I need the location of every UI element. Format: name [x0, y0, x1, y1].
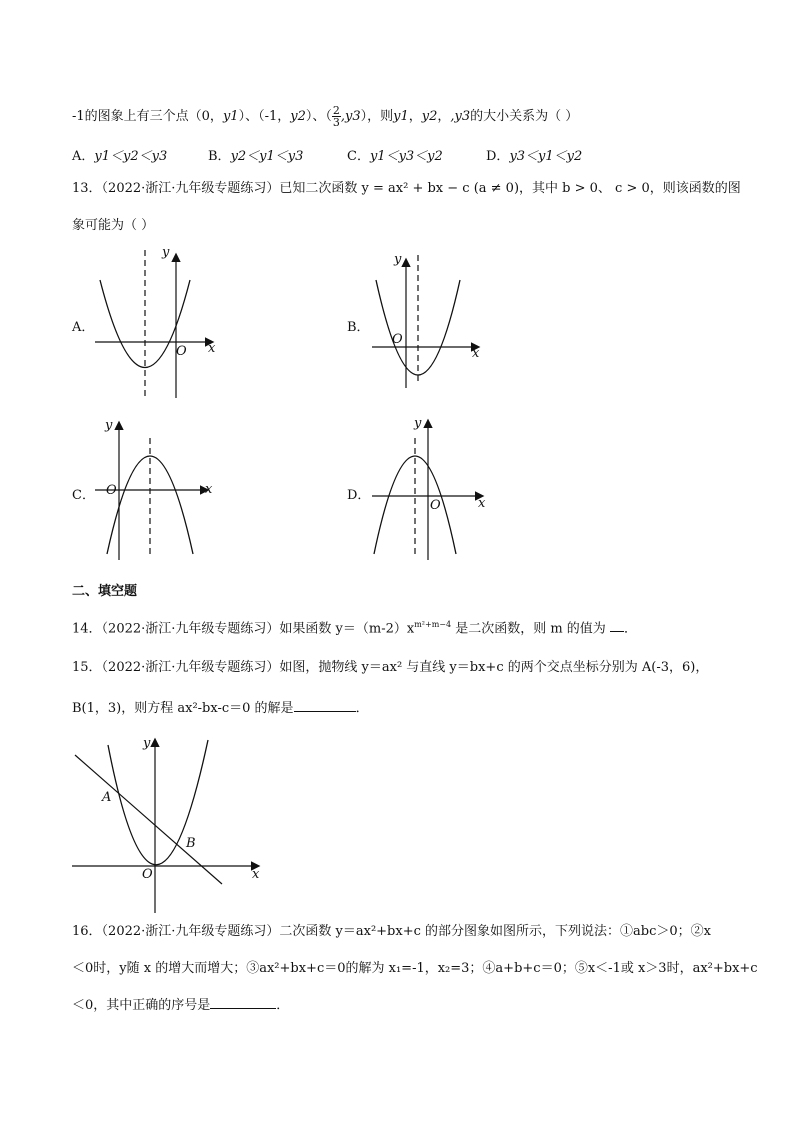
- origin-label: O: [142, 867, 153, 882]
- q14-answer-blank[interactable]: [610, 631, 624, 632]
- section-heading-fill-in: 二、填空题: [72, 584, 138, 599]
- q15-stem-line2: [72, 700, 369, 718]
- q14-stem: [72, 616, 637, 638]
- y-label: y: [162, 245, 170, 260]
- q12-stem-text: -1的图象上有三个点（0，: [72, 109, 223, 124]
- q14-text-b: 是二次函数，则 m 的值为: [451, 621, 606, 637]
- q13-figure-a-label: A．: [72, 320, 95, 335]
- q13-figure-d: [370, 418, 510, 568]
- q12-y1-ref: y1: [393, 109, 409, 124]
- q12-stem-b: ），则: [360, 109, 394, 124]
- option-label: C．: [347, 149, 370, 164]
- q13-figure-c-label: C．: [72, 488, 95, 503]
- origin-label: O: [176, 344, 187, 359]
- q12-y2-ref: y2: [421, 109, 438, 124]
- q12-stem: [72, 105, 578, 128]
- q16-text-b: ．: [276, 998, 290, 1013]
- x-label: x: [252, 867, 260, 882]
- q12-stem-e: 的大小关系为（ ）: [470, 109, 579, 124]
- q12-y3-ref: ,y3: [450, 109, 471, 124]
- q15-stem-line1: 15．（2022·浙江·九年级专题练习）如图，抛物线 y＝ax² 与直线 y＝bx+c 的两个交点坐标分别为 A(-3，6)，: [72, 660, 709, 675]
- q16-stem-line2: ＜0时，y随 x 的增大而增大；③ax²+bx+c＝0的解为 x₁=-1，x₂=3；④a+b+c＝0；⑤x＜-1或 x＞3时，ax²+bx+c: [72, 961, 758, 976]
- q12-stem-d: ，: [437, 109, 451, 124]
- q15-answer-blank[interactable]: [294, 711, 356, 712]
- q15-figure: [70, 735, 270, 915]
- origin-label: O: [430, 498, 441, 513]
- point-b-label: B: [186, 836, 196, 851]
- option-label: D．: [486, 149, 510, 164]
- origin-label: O: [106, 483, 117, 498]
- y-label: y: [105, 418, 113, 433]
- q12-stem-c: ，: [408, 109, 422, 124]
- q13-stem-line2: 象可能为（ ）: [72, 218, 155, 233]
- q12-option-d: [486, 145, 582, 164]
- q14-exponent: m²+m−4: [414, 620, 452, 629]
- q16-answer-blank[interactable]: [210, 1008, 276, 1009]
- q12-sep2: ）、（: [305, 109, 332, 124]
- q12-fraction: [332, 105, 341, 128]
- q12-frac-den: 3: [332, 116, 340, 129]
- q12-option-c: [347, 145, 443, 164]
- q12-frac-num: 2: [332, 104, 340, 117]
- option-text: y2＜y1＜y3: [230, 149, 304, 164]
- q12-y2: y2: [290, 109, 306, 124]
- q15-text-a: B(1，3)，则方程 ax²-bx-c＝0 的解是: [72, 701, 294, 716]
- q14-text-a: 14．（2022·浙江·九年级专题练习）如果函数 y＝（m-2）x: [72, 621, 415, 637]
- option-text: y1＜y2＜y3: [94, 149, 168, 164]
- q16-text-a: ＜0，其中正确的序号是: [72, 998, 211, 1013]
- option-label: B．: [208, 149, 231, 164]
- option-text: y1＜y3＜y2: [369, 149, 443, 164]
- x-label: x: [205, 482, 213, 497]
- q13-figure-b: [368, 250, 508, 390]
- x-label: x: [208, 341, 216, 356]
- q12-option-a: [72, 145, 167, 164]
- x-label: x: [472, 346, 480, 361]
- x-label: x: [478, 496, 486, 511]
- q15-graph: [70, 735, 270, 915]
- point-a-label: A: [102, 790, 112, 805]
- y-label: y: [394, 252, 402, 267]
- q12-y3: ,y3: [340, 109, 361, 124]
- figure-a-graph: [90, 245, 230, 405]
- q15-text-b: ．: [355, 701, 369, 716]
- origin-label: O: [392, 332, 403, 347]
- q13-figure-d-label: D．: [347, 488, 371, 503]
- figure-d-graph: [370, 418, 510, 568]
- q14-text-c: ．: [623, 621, 637, 637]
- q12-y1: y1: [222, 109, 239, 124]
- y-label: y: [143, 736, 151, 751]
- option-label: A．: [72, 149, 95, 164]
- figure-b-graph: [368, 250, 508, 390]
- q13-figure-b-label: B．: [347, 320, 370, 335]
- q12-option-b: [208, 145, 303, 164]
- q12-sep1: ）、（-1，: [238, 109, 291, 124]
- q13-stem-line1: 13．（2022·浙江·九年级专题练习）已知二次函数 y = ax² + bx − c (a ≠ 0)，其中 b > 0、 c > 0，则该函数的图: [72, 181, 741, 196]
- q13-figure-a: [90, 245, 230, 405]
- option-text: y3＜y1＜y2: [509, 149, 583, 164]
- y-label: y: [414, 416, 422, 431]
- q16-stem-line3: [72, 997, 289, 1015]
- q16-stem-line1: 16．（2022·浙江·九年级专题练习）二次函数 y＝ax²+bx+c 的部分图象如图所示，下列说法：①abc＞0；②x: [72, 924, 711, 939]
- q13-figure-c: [95, 418, 235, 568]
